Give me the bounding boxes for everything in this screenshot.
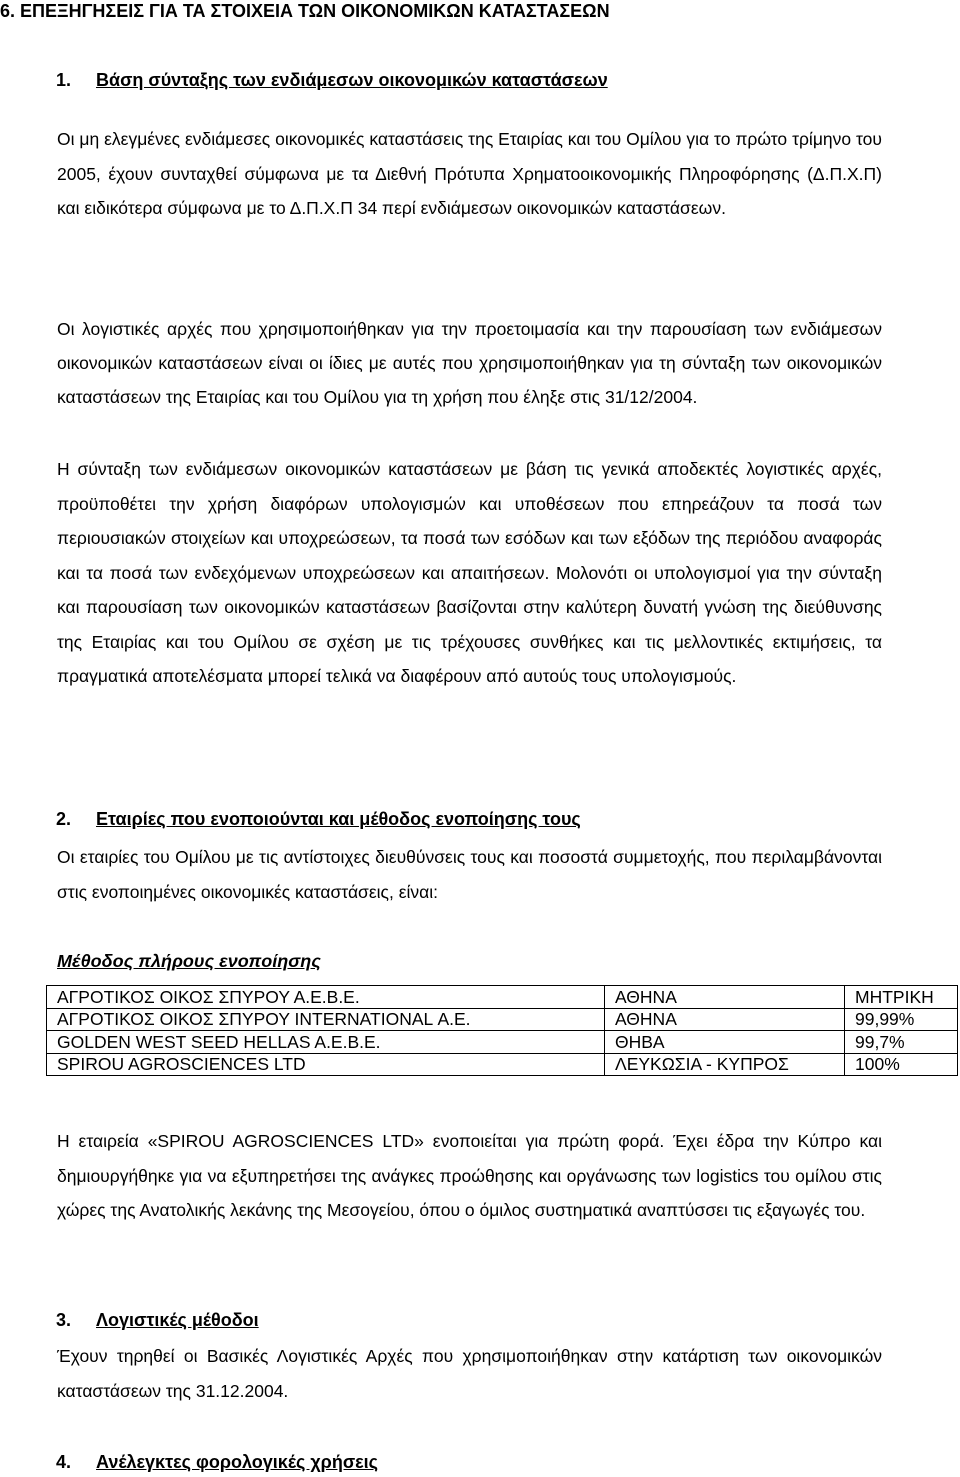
section-3-heading	[56, 1309, 259, 1331]
section-1-paragraph-1: Οι μη ελεγμένες ενδιάμεσες οικονομικές καταστάσεις της Εταιρίας και του Ομίλου για το πρώτο τρίμηνο του 2005, έχουν συνταχθεί σύμφωνα με τα Διεθνή Πρότυπα Χρηματοοικονομικής Πληροφόρησης (Δ.Π.Χ.Π) και ειδικότερα σύμφωνα με το Δ.Π.Χ.Π 34 περί ενδιάμεσων οικονομικών καταστάσεων.	[57, 129, 882, 218]
method-title: Μέθοδος πλήρους ενοποίησης	[57, 951, 321, 971]
section-2-heading	[56, 808, 581, 830]
companies-table	[46, 985, 958, 1076]
company-name: SPIROU AGROSCIENCES LTD	[47, 1053, 605, 1076]
company-location: ΑΘΗΝΑ	[605, 986, 845, 1009]
section-3-intro: Έχουν τηρηθεί οι Βασικές Λογιστικές Αρχές που χρησιμοποιήθηκαν στην κατάρτιση των οικονομικών καταστάσεων της 31.12.2004.	[57, 1346, 882, 1401]
company-location: ΘΗΒΑ	[605, 1031, 845, 1054]
section-1-heading	[56, 69, 608, 91]
table-row	[47, 1053, 958, 1076]
company-name: ΑΓΡΟΤΙΚΟΣ ΟΙΚΟΣ ΣΠΥΡΟΥ Α.Ε.Β.Ε.	[47, 986, 605, 1009]
section-2-title: Εταιρίες που ενοποιούνται και μέθοδος ενοποίησης τους	[96, 809, 581, 829]
company-location: ΑΘΗΝΑ	[605, 1008, 845, 1031]
company-share: ΜΗΤΡΙΚΗ	[845, 986, 958, 1009]
company-location: ΛΕΥΚΩΣΙΑ - ΚΥΠΡΟΣ	[605, 1053, 845, 1076]
section-4-title: Ανέλεγκτες φορολογικές χρήσεις	[96, 1452, 379, 1472]
section-2-number: 2.	[56, 809, 72, 829]
section-3-title: Λογιστικές μέθοδοι	[96, 1310, 259, 1330]
table-row	[47, 986, 958, 1009]
company-share: 99,99%	[845, 1008, 958, 1031]
section-1-title: Βάση σύνταξης των ενδιάμεσων οικονομικών καταστάσεων	[96, 70, 608, 90]
table-row	[47, 1008, 958, 1031]
section-1-number: 1.	[56, 70, 72, 90]
table-row	[47, 1031, 958, 1054]
company-name: GOLDEN WEST SEED HELLAS A.E.B.E.	[47, 1031, 605, 1054]
section-4-number: 4.	[56, 1452, 72, 1472]
section-2-intro: Οι εταιρίες του Ομίλου με τις αντίστοιχες διευθύνσεις τους και ποσοστά συμμετοχής, που περιλαμβάνονται στις ενοποιημένες οικονομικές καταστάσεις, είναι:	[57, 847, 882, 902]
section-1-paragraph-2: Οι λογιστικές αρχές που χρησιμοποιήθηκαν για την προετοιμασία και την παρουσίαση των ενδιάμεσων οικονομικών καταστάσεων είναι οι ίδιες με αυτές που χρησιμοποιήθηκαν για τη σύνταξη των οικονομικών καταστάσεων της Εταιρίας και του Ομίλου για τη χρήση που έληξε στις 31/12/2004.	[57, 319, 882, 407]
section-4-heading	[56, 1451, 378, 1473]
section-2-note: Η εταιρεία «SPIROU AGROSCIENCES LTD» ενοποιείται για πρώτη φορά. Έχει έδρα την Κύπρο και δημιουργήθηκε για να εξυπηρετήσει της ανάγκες προώθησης και οργάνωσης των logistics του ομίλου στις χώρες της Ανατολικής λεκάνης της Μεσογείου, όπου ο όμιλος συστηματικά αναπτύσσει τις εξαγωγές του.	[57, 1131, 882, 1220]
company-share: 99,7%	[845, 1031, 958, 1054]
company-share: 100%	[845, 1053, 958, 1076]
section-1-paragraph-3: Η σύνταξη των ενδιάμεσων οικονομικών καταστάσεων με βάση τις γενικά αποδεκτές λογιστικές αρχές, προϋποθέτει την χρήση διαφόρων υπολογισμών και υποθέσεων που επηρεάζουν τα ποσά των περιουσιακών στοιχείων και υποχρεώσεων, τα ποσά των εσόδων και των εξόδων της περιόδου αναφοράς και τα ποσά των ενδεχόμενων υποχρεώσεων και απαιτήσεων. Μολονότι οι υπολογισμοί για την σύνταξη και παρουσίαση των οικονομικών καταστάσεων βασίζονται στην καλύτερη δυνατή γνώση της διεύθυνσης της Εταιρίας και του Ομίλου σε σχέση με τις τρέχουσες συνθήκες και τις μελλοντικές εκτιμήσεις, τα πραγματικά αποτελέσματα μπορεί τελικά να διαφέρουν από αυτούς τους υπολογισμούς.	[57, 459, 882, 686]
section-3-number: 3.	[56, 1310, 72, 1330]
document-heading: 6. ΕΠΕΞΗΓΗΣΕΙΣ ΓΙΑ ΤΑ ΣΤΟΙΧΕΙΑ ΤΩΝ ΟΙΚΟΝΟΜΙΚΩΝ ΚΑΤΑΣΤΑΣΕΩΝ	[0, 1, 610, 21]
company-name: ΑΓΡΟΤΙΚΟΣ ΟΙΚΟΣ ΣΠΥΡΟΥ INTERNATIONAL Α.Ε.	[47, 1008, 605, 1031]
